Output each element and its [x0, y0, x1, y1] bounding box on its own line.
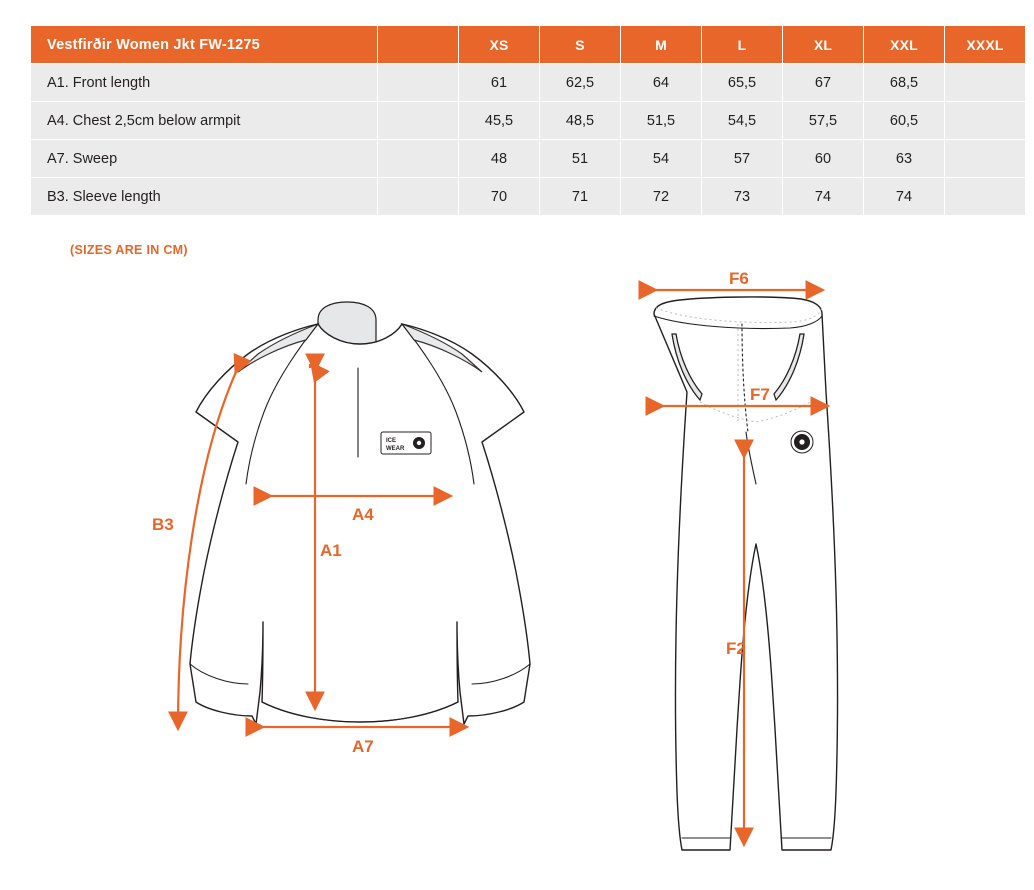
- size-header-xxl: XXL: [864, 26, 945, 64]
- cell-a4-xl: 57,5: [783, 102, 864, 140]
- table-row: [31, 178, 1026, 216]
- label-a7: A7: [352, 737, 374, 756]
- measure-label-a1: A1. Front length: [31, 64, 378, 102]
- size-header-xs: XS: [459, 26, 540, 64]
- label-f7: F7: [750, 385, 770, 404]
- cell-a4-s: 48,5: [540, 102, 621, 140]
- size-header-s: S: [540, 26, 621, 64]
- cell-a1-xs: 61: [459, 64, 540, 102]
- size-header-xl: XL: [783, 26, 864, 64]
- cell-a1-xl: 67: [783, 64, 864, 102]
- units-note: (SIZES ARE IN CM): [70, 243, 188, 257]
- cell-a7-xl: 60: [783, 140, 864, 178]
- size-header-xxxl: XXXL: [945, 26, 1026, 64]
- cell-a1-xxxl: [945, 64, 1026, 102]
- cell-b3-s: 71: [540, 178, 621, 216]
- cell-a7-xxl: 63: [864, 140, 945, 178]
- size-table: [30, 25, 1026, 216]
- womens-jacket-diagram: [152, 302, 530, 756]
- womens-pants-diagram: [654, 272, 838, 850]
- measure-label-b3: B3. Sleeve length: [31, 178, 378, 216]
- cell-b3-l: 73: [702, 178, 783, 216]
- size-table-body: [31, 64, 1026, 216]
- cell-a4-xxl: 60,5: [864, 102, 945, 140]
- spacer-cell: [378, 64, 459, 102]
- table-row: [31, 64, 1026, 102]
- pants-brand-logo: [791, 431, 813, 453]
- cell-b3-xxxl: [945, 178, 1026, 216]
- cell-a7-xs: 48: [459, 140, 540, 178]
- cell-a1-l: 65,5: [702, 64, 783, 102]
- size-header-l: L: [702, 26, 783, 64]
- table-row: [31, 140, 1026, 178]
- cell-b3-xxl: 74: [864, 178, 945, 216]
- spacer-cell: [378, 178, 459, 216]
- label-f6: F6: [729, 272, 749, 288]
- cell-b3-xl: 74: [783, 178, 864, 216]
- cell-b3-m: 72: [621, 178, 702, 216]
- brand-line-1: ICE: [386, 438, 397, 444]
- spacer-cell: [378, 140, 459, 178]
- cell-a1-xxl: 68,5: [864, 64, 945, 102]
- spacer-header-cell: [378, 26, 459, 64]
- diagrams-area: [0, 272, 1034, 882]
- spacer-cell: [378, 102, 459, 140]
- brand-line-2: WEAR: [386, 446, 405, 452]
- measure-label-a4: A4. Chest 2,5cm below armpit: [31, 102, 378, 140]
- label-b3: B3: [152, 515, 174, 534]
- cell-a7-xxxl: [945, 140, 1026, 178]
- size-header-m: M: [621, 26, 702, 64]
- table-header-row: [31, 26, 1026, 64]
- cell-a1-m: 64: [621, 64, 702, 102]
- cell-a4-xs: 45,5: [459, 102, 540, 140]
- label-a4: A4: [352, 505, 374, 524]
- product-title-cell: Vestfirðir Women Jkt FW-1275: [31, 26, 378, 64]
- brand-logo: [381, 432, 431, 454]
- cell-a1-s: 62,5: [540, 64, 621, 102]
- cell-a7-l: 57: [702, 140, 783, 178]
- cell-a7-s: 51: [540, 140, 621, 178]
- table-row: [31, 102, 1026, 140]
- cell-b3-xs: 70: [459, 178, 540, 216]
- cell-a7-m: 54: [621, 140, 702, 178]
- measure-label-a7: A7. Sweep: [31, 140, 378, 178]
- label-f2: F2: [726, 639, 746, 658]
- cell-a4-m: 51,5: [621, 102, 702, 140]
- label-a1: A1: [320, 541, 342, 560]
- size-table-head: [31, 26, 1026, 64]
- cell-a4-xxxl: [945, 102, 1026, 140]
- cell-a4-l: 54,5: [702, 102, 783, 140]
